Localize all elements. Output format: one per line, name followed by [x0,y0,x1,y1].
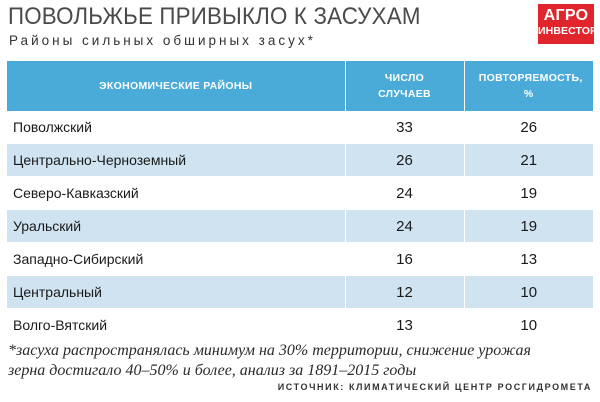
cases-count: 12 [345,276,464,309]
table-row [7,111,593,144]
region-name: Центрально-Черноземный [7,144,345,177]
region-name: Волго-Вятский [7,309,345,342]
cases-count: 16 [345,243,464,276]
frequency-percent: 19 [464,210,593,243]
region-name: Центральный [7,276,345,309]
cases-count: 13 [345,309,464,342]
frequency-percent: 19 [464,177,593,210]
table-header-row [7,61,593,111]
region-name: Северо-Кавказский [7,177,345,210]
table-row [7,309,593,342]
table-row [7,144,593,177]
region-name: Уральский [7,210,345,243]
source-credit: ИСТОЧНИК: КЛИМАТИЧЕСКИЙ ЦЕНТР РОСГИДРОМЕТА [277,382,592,392]
frequency-percent: 10 [464,276,593,309]
cases-count: 26 [345,144,464,177]
region-name: Поволжский [7,111,345,144]
table-row [7,243,593,276]
column-header-cases [345,61,464,111]
frequency-percent: 21 [464,144,593,177]
table-row [7,210,593,243]
agroinvestor-logo [538,4,598,44]
column-header-cases-label: ЧИСЛО СЛУЧАЕВ [378,72,431,100]
frequency-percent: 13 [464,243,593,276]
frequency-percent: 26 [464,111,593,144]
page-title: ПОВОЛЬЖЬЕ ПРИВЫКЛО К ЗАСУХАМ [8,3,421,30]
table-row [7,276,593,309]
region-name: Западно-Сибирский [7,243,345,276]
cases-count: 24 [345,210,464,243]
logo-line-2: ИНВЕСТОР [538,25,598,37]
table-row [7,177,593,210]
cases-count: 24 [345,177,464,210]
column-header-frequency [464,61,593,111]
page-subtitle: Районы сильных обширных засух* [9,33,316,48]
cases-count: 33 [345,111,464,144]
frequency-percent: 10 [464,309,593,342]
column-header-frequency-label: ПОВТОРЯЕМОСТЬ, % [478,72,583,100]
logo-line-1: АГРО [543,7,589,24]
drought-regions-table [7,61,593,342]
column-header-region: ЭКОНОМИЧЕСКИЕ РАЙОНЫ [7,61,345,111]
footnote: *засуха распространялась минимум на 30% территории, снижение урожая зерна достигало 40–50% и более, анализ за 1891–2015 годы [8,342,531,379]
